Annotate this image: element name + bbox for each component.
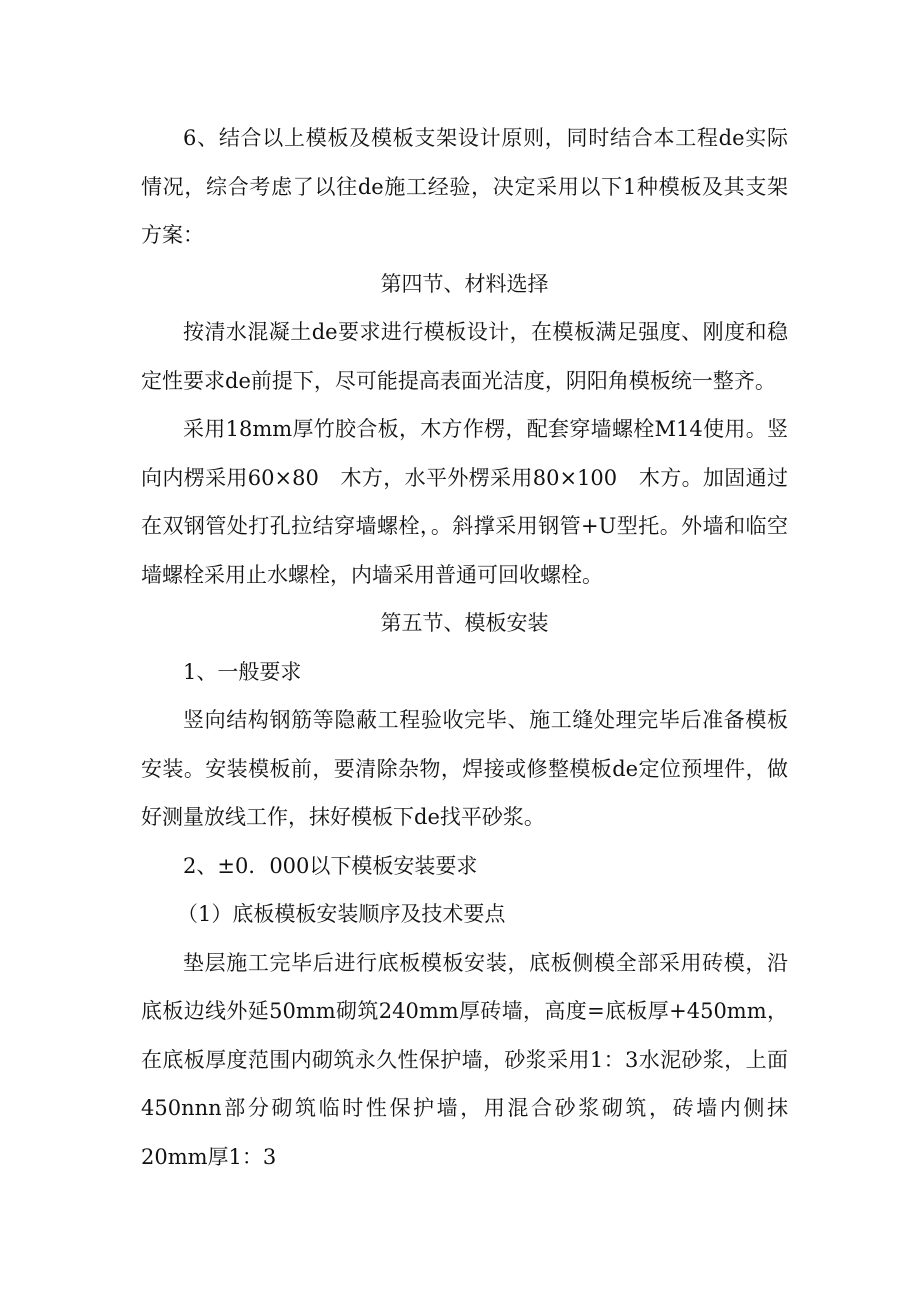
paragraph-material-spec: 采用18mm厚竹胶合板，木方作楞，配套穿墙螺栓M14使用。竖向内楞采用60×80 木方，水平外楞采用80×100 木方。加固通过在双钢管处打孔拉结穿墙螺栓，。斜撑采用钢管+U型托。外墙和临空墙螺栓采用止水螺栓，内墙采用普通可回收螺栓。 — [141, 417, 788, 587]
item-below-zero-requirement: 2、±0．000以下模板安装要求 — [183, 853, 478, 878]
section-heading-5: 第五节、模板安装 — [380, 611, 549, 635]
item-bottom-slab-sequence: （1）底板模板安装顺序及技术要点 — [177, 902, 506, 926]
paragraph-general-requirement: 竖向结构钢筋等隐蔽工程验收完毕、施工缝处理完毕后准备模板安装。安装模板前，要清除杂物，焊接或修整模板de定位预埋件，做好测量放线工作，抹好模板下de找平砂浆。 — [141, 708, 788, 829]
paragraph-design-principle-6: 6、结合以上模板及模板支架设计原则，同时结合本工程de实际情况，综合考虑了以往de施工经验，决定采用以下1种模板及其支架方案： — [141, 126, 788, 247]
item-general-requirement: 1、一般要求 — [183, 659, 302, 684]
section-heading-4: 第四节、材料选择 — [380, 271, 549, 296]
paragraph-material-requirement: 按清水混凝土de要求进行模板设计，在模板满足强度、刚度和稳定性要求de前提下，尽可能提高表面光洁度，阴阳角模板统一整齐。 — [141, 320, 788, 393]
paragraph-bottom-slab: 垫层施工完毕后进行底板模板安装，底板侧模全部采用砖模，沿底板边线外延50mm砌筑240mm厚砖墙，高度=底板厚+450mm，在底板厚度范围内砌筑永久性保护墙，砂浆采用1：3水泥砂浆，上面450nnn部分砌筑临时性保护墙，用混合砂浆砌筑，砖墙内侧抹20mm厚1：3 — [141, 950, 788, 1169]
